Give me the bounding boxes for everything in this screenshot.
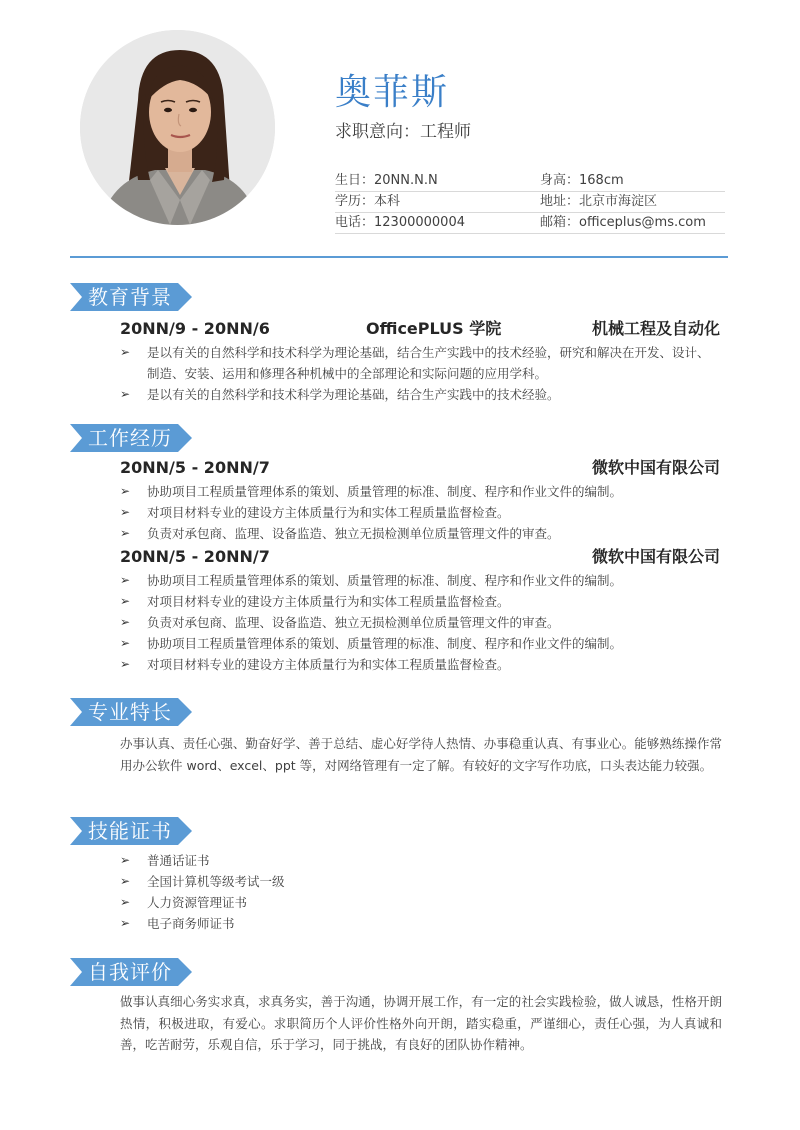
list-item: ➢ 对项目材料专业的建设方主体质量行为和实体工程质量监督检查。 <box>120 654 720 675</box>
education-school: OfficePLUS 学院 <box>366 319 502 338</box>
info-birth: 生日：20NN.N.N <box>335 173 438 188</box>
list-item: ➢ 人力资源管理证书 <box>120 892 720 913</box>
job-duties-list <box>120 481 720 544</box>
section-title-text: 工作经历 <box>88 426 172 450</box>
self-eval-text: 做事认真细心务实求真，求真务实，善于沟通，协调开展工作，有一定的社会实践检验，做人诚恳，性格开朗热情，积极进取，有爱心。求职简历个人评价性格外向开朗，踏实稳重，严谨细心，责任心强，为人真诚和善，吃苦耐劳，乐观自信，乐于学习，同于挑战，有良好的团队协作精神。 <box>120 994 722 1052</box>
job-period: 20NN/5 - 20NN/7 <box>120 547 270 566</box>
education-period: 20NN/9 - 20NN/6 <box>120 319 270 338</box>
person-portrait-icon <box>80 30 275 225</box>
certs-list <box>120 850 720 934</box>
list-item: ➢ 负责对承包商、监理、设备监造、独立无损检测单位质量管理文件的审查。 <box>120 612 720 633</box>
list-item: ➢ 是以有关的自然科学和技术科学为理论基础，结合生产实践中的技术经验，研究和解决在开发、设计、制造、安装、运用和修理各种机械中的全部理论和实际问题的应用学科。 <box>120 342 720 384</box>
education-major: 机械工程及自动化 <box>591 319 720 338</box>
education-header <box>120 318 720 340</box>
skills-text: 办事认真、责任心强、勤奋好学、善于总结、虚心好学待人热情、办事稳重认真、有事业心。能够熟练操作常用办公软件 word、excel、ppt 等，对网络管理有一定了解。有较好的文字写作功底，口头表达能力较强。 <box>120 736 722 773</box>
job-company: 微软中国有限公司 <box>591 458 720 477</box>
section-title-certs <box>70 817 192 845</box>
list-item: ➢ 电子商务师证书 <box>120 913 720 934</box>
section-title-work <box>70 424 192 452</box>
section-title-text: 教育背景 <box>88 285 172 309</box>
info-height: 身高：168cm <box>540 173 624 188</box>
list-item: ➢ 负责对承包商、监理、设备监造、独立无损检测单位质量管理文件的审查。 <box>120 523 720 544</box>
info-email: 邮箱：officeplus@ms.com <box>540 215 706 230</box>
bullet-arrow-icon: ➢ <box>120 853 131 867</box>
list-item: ➢ 协助项目工程质量管理体系的策划、质量管理的标准、制度、程序和作业文件的编制。 <box>120 570 720 591</box>
bullet-arrow-icon: ➢ <box>120 895 131 909</box>
list-item: ➢ 对项目材料专业的建设方主体质量行为和实体工程质量监督检查。 <box>120 502 720 523</box>
section-title-text: 专业特长 <box>88 700 172 724</box>
list-item: ➢ 是以有关的自然科学和技术科学为理论基础，结合生产实践中的技术经验。 <box>120 384 720 405</box>
job-header <box>120 457 720 479</box>
header-divider <box>70 256 728 258</box>
profile-photo <box>80 30 275 225</box>
section-title-text: 自我评价 <box>88 960 172 984</box>
section-title-education <box>70 283 192 311</box>
bullet-arrow-icon: ➢ <box>120 345 131 359</box>
job-duties-list <box>120 570 720 675</box>
job-intent-value: 工程师 <box>420 122 471 142</box>
bullet-arrow-icon: ➢ <box>120 594 131 608</box>
bullet-arrow-icon: ➢ <box>120 615 131 629</box>
job-intent-label: 求职意向 <box>335 122 403 142</box>
bullet-arrow-icon: ➢ <box>120 484 131 498</box>
list-item: ➢ 对项目材料专业的建设方主体质量行为和实体工程质量监督检查。 <box>120 591 720 612</box>
section-title-self-eval <box>70 958 192 986</box>
bullet-arrow-icon: ➢ <box>120 526 131 540</box>
bullet-arrow-icon: ➢ <box>120 636 131 650</box>
info-education: 学历：本科 <box>335 194 401 209</box>
info-address: 地址：北京市海淀区 <box>540 194 658 209</box>
job-period: 20NN/5 - 20NN/7 <box>120 458 270 477</box>
candidate-name: 奥菲斯 <box>335 72 450 113</box>
bullet-arrow-icon: ➢ <box>120 573 131 587</box>
bullet-arrow-icon: ➢ <box>120 916 131 930</box>
list-item: ➢ 协助项目工程质量管理体系的策划、质量管理的标准、制度、程序和作业文件的编制。 <box>120 633 720 654</box>
section-title-text: 技能证书 <box>88 819 172 843</box>
education-list <box>120 342 720 405</box>
list-item: ➢ 普通话证书 <box>120 850 720 871</box>
bullet-arrow-icon: ➢ <box>120 874 131 888</box>
section-title-skills <box>70 698 192 726</box>
job-header <box>120 546 720 568</box>
bullet-arrow-icon: ➢ <box>120 505 131 519</box>
job-intent <box>335 120 471 144</box>
info-phone: 电话：12300000004 <box>335 215 465 230</box>
bullet-arrow-icon: ➢ <box>120 657 131 671</box>
job-company: 微软中国有限公司 <box>591 547 720 566</box>
list-item: ➢ 协助项目工程质量管理体系的策划、质量管理的标准、制度、程序和作业文件的编制。 <box>120 481 720 502</box>
job-intent-separator: ： <box>403 122 420 142</box>
list-item: ➢ 全国计算机等级考试一级 <box>120 871 720 892</box>
bullet-arrow-icon: ➢ <box>120 387 131 401</box>
